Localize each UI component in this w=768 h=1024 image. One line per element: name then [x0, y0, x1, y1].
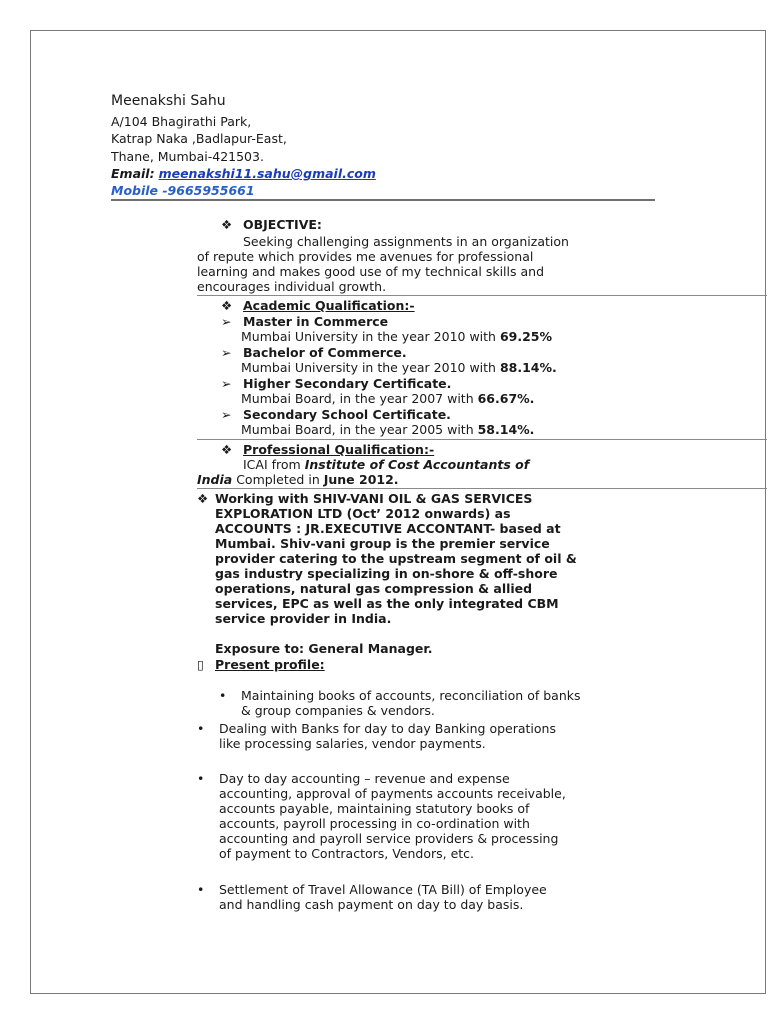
arrow-bullet-icon: ➢: [221, 314, 232, 329]
experience-line-5: provider catering to the upstream segment of oil &: [215, 551, 577, 566]
arrow-bullet-icon: ➢: [221, 345, 232, 360]
professional-line-1: [243, 457, 529, 472]
objective-line-1: Seeking challenging assignments in an organization: [243, 234, 569, 249]
duty-line: like processing salaries, vendor payments.: [219, 736, 486, 751]
experience-block: [197, 491, 589, 626]
diamond-bullet-icon: ❖: [197, 491, 209, 506]
academic-item-title: Master in Commerce: [243, 314, 389, 329]
academic-item-score: 66.67%.: [477, 391, 535, 406]
academic-item-detail: Mumbai Board, in the year 2007 with: [241, 391, 478, 406]
diamond-bullet-icon: ❖: [221, 442, 233, 457]
objective-line-4: encourages individual growth.: [197, 279, 387, 294]
professional-institute: Institute of Cost Accountants of: [304, 457, 530, 472]
academic-item-detail: Mumbai University in the year 2010 with: [241, 360, 500, 375]
experience-line-1: [197, 491, 589, 506]
academic-item-3-detail: [241, 391, 534, 406]
professional-completed: Completed in: [232, 472, 324, 487]
professional-heading-row: [221, 442, 434, 457]
objective-heading: OBJECTIVE:: [243, 217, 322, 232]
duty-line: and handling cash payment on day to day basis.: [219, 897, 524, 912]
duty-line: accounts, payroll processing in co-ordination with: [219, 816, 530, 831]
present-profile-row: [197, 657, 325, 672]
duty-line: & group companies & vendors.: [241, 703, 435, 718]
mobile-number: Mobile -9665955661: [111, 183, 255, 198]
bullet-icon: •: [197, 721, 205, 736]
duty-line: Day to day accounting – revenue and expense: [219, 771, 510, 786]
academic-item-score: 88.14%.: [499, 360, 557, 375]
academic-item-title: Secondary School Certificate.: [243, 407, 451, 422]
experience-line-3: ACCOUNTS : JR.EXECUTIVE ACCONTANT- based at: [215, 521, 561, 536]
professional-prefix: ICAI from: [243, 457, 305, 472]
academic-item-title: Bachelor of Commerce.: [243, 345, 407, 360]
academic-item-2-title-row: [221, 345, 407, 360]
academic-heading-row: [221, 298, 415, 313]
academic-item-3-title-row: [221, 376, 451, 391]
duty-line: Dealing with Banks for day to day Banking operations: [219, 721, 556, 736]
academic-item-1-title-row: [221, 314, 388, 329]
professional-institute-country: India: [197, 472, 233, 487]
objective-line-3: learning and makes good use of my technical skills and: [197, 264, 545, 279]
present-profile-heading: Present profile:: [215, 657, 325, 672]
arrow-bullet-icon: ➢: [221, 407, 232, 422]
email-link[interactable]: meenakshi11.sahu@gmail.com: [158, 166, 376, 181]
duty-item-3: [197, 771, 573, 861]
address-line-2: Katrap Naka ,Badlapur-East,: [111, 131, 287, 146]
bullet-icon: •: [197, 882, 205, 897]
experience-line-2: EXPLORATION LTD (Oct’ 2012 onwards) as: [215, 506, 511, 521]
experience-line-8: services, EPC as well as the only integrated CBM: [215, 596, 559, 611]
academic-item-score: 58.14%.: [477, 422, 535, 437]
email-row: [111, 165, 376, 182]
address-line-1: A/104 Bhagirathi Park,: [111, 114, 252, 129]
candidate-name: Meenakshi Sahu: [111, 93, 226, 109]
experience-line-9: service provider in India.: [215, 611, 392, 626]
exposure-text: Exposure to: General Manager.: [215, 641, 433, 656]
academic-item-detail: Mumbai Board, in the year 2005 with: [241, 422, 478, 437]
duty-line: of payment to Contractors, Vendors, etc.: [219, 846, 475, 861]
professional-line-2: [197, 472, 399, 487]
professional-divider: [197, 488, 767, 489]
experience-line-7: operations, natural gas compression & allied: [215, 581, 533, 596]
professional-heading: Professional Qualification:-: [243, 442, 435, 457]
duty-item-1: [219, 688, 591, 718]
objective-heading-row: [221, 217, 322, 232]
academic-item-score: 69.25%: [499, 329, 553, 344]
placeholder-box-icon: ▯: [197, 657, 204, 672]
experience-line-6: gas industry specializing in on-shore & off-shore: [215, 566, 558, 581]
duty-line: Maintaining books of accounts, reconciliation of banks: [241, 688, 581, 703]
email-label: Email:: [111, 166, 155, 181]
academic-divider: [197, 439, 767, 440]
diamond-bullet-icon: ❖: [221, 217, 233, 232]
duty-line: Settlement of Travel Allowance (TA Bill) of Employee: [219, 882, 547, 897]
professional-date: June 2012.: [323, 472, 399, 487]
experience-line-4: Mumbai. Shiv-vani group is the premier service: [215, 536, 550, 551]
academic-item-4-detail: [241, 422, 534, 437]
objective-line-2: of repute which provides me avenues for professional: [197, 249, 534, 264]
duty-line: accounting and payroll service providers & processing: [219, 831, 559, 846]
duty-line: accounting, approval of payments accounts receivable,: [219, 786, 566, 801]
academic-heading: Academic Qualification:-: [243, 298, 415, 313]
duty-item-4: [197, 882, 573, 912]
academic-item-detail: Mumbai University in the year 2010 with: [241, 329, 500, 344]
academic-item-4-title-row: [221, 407, 451, 422]
header-divider: [111, 199, 655, 201]
bullet-icon: •: [219, 688, 227, 703]
academic-item-title: Higher Secondary Certificate.: [243, 376, 452, 391]
experience-text: Working with SHIV-VANI OIL & GAS SERVICES: [215, 491, 533, 506]
objective-divider: [197, 295, 767, 296]
diamond-bullet-icon: ❖: [221, 298, 233, 313]
duty-line: accounts payable, maintaining statutory books of: [219, 801, 530, 816]
academic-item-2-detail: [241, 360, 557, 375]
address-line-3: Thane, Mumbai-421503.: [111, 149, 264, 164]
academic-item-1-detail: [241, 329, 552, 344]
duty-item-2: [197, 721, 591, 751]
arrow-bullet-icon: ➢: [221, 376, 232, 391]
bullet-icon: •: [197, 771, 205, 786]
